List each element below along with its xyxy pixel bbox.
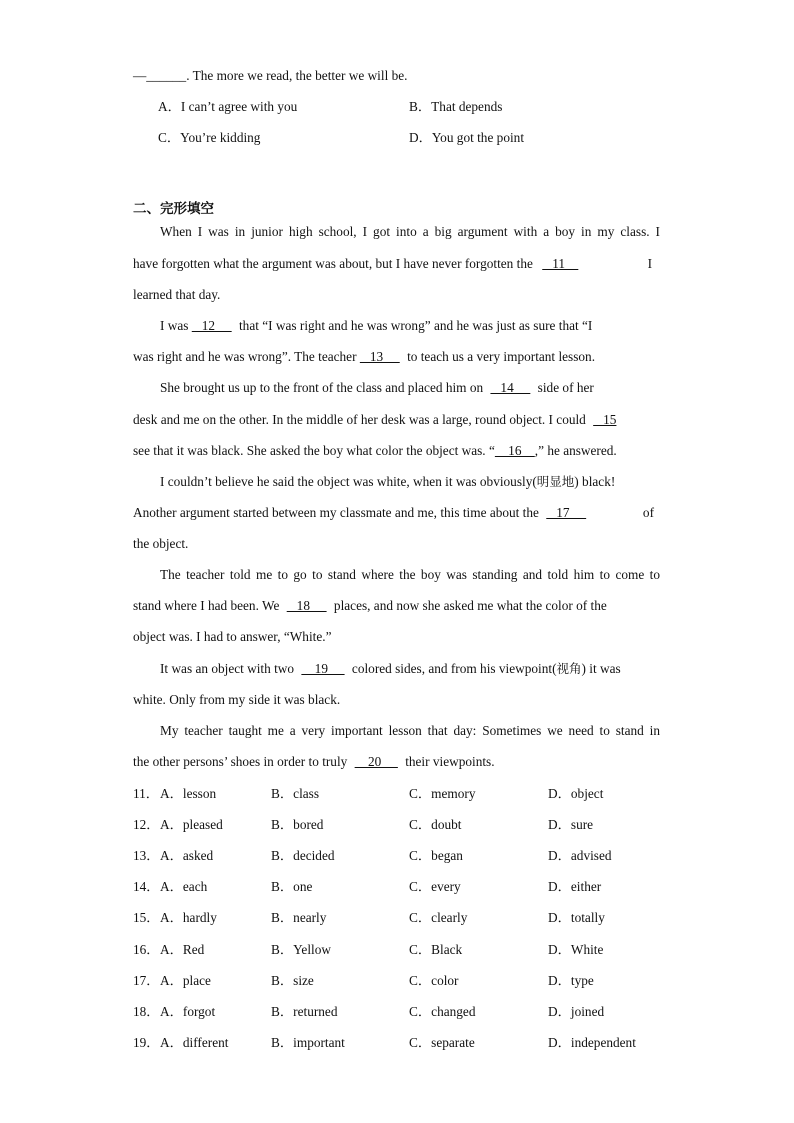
option-text: I can’t agree with you bbox=[180, 99, 298, 114]
text-span: places, and now she asked me what the color of the bbox=[333, 598, 607, 613]
option-letter: C． bbox=[158, 130, 181, 145]
option-b: B．Yellow bbox=[271, 942, 331, 957]
prev-option-a bbox=[158, 98, 297, 116]
text-span: see that it was black. She asked the boy what color the object was. “ bbox=[133, 443, 495, 458]
text-span: I bbox=[647, 256, 652, 271]
blank-13: 13 bbox=[359, 349, 400, 364]
option-a: A．place bbox=[160, 973, 211, 988]
passage-line-7 bbox=[133, 411, 616, 429]
text-span: ,” he answered. bbox=[534, 443, 617, 458]
option-d: D．sure bbox=[548, 817, 594, 832]
option-c: C．every bbox=[409, 879, 461, 894]
prev-option-b bbox=[409, 98, 502, 116]
passage-line-18 bbox=[133, 753, 495, 771]
option-b: B．returned bbox=[271, 1004, 338, 1019]
blank-11: 11 bbox=[542, 256, 579, 271]
question-number: 11． bbox=[133, 786, 160, 801]
passage-line-14: object was. I had to answer, “White.” bbox=[133, 629, 332, 644]
option-b: B．nearly bbox=[271, 910, 327, 925]
passage-line-11: the object. bbox=[133, 536, 189, 551]
option-a: A．pleased bbox=[160, 817, 223, 832]
question-number: 18． bbox=[133, 1004, 160, 1019]
passage-line-15 bbox=[160, 660, 621, 678]
blank-20: 20 bbox=[354, 754, 398, 769]
option-c: C．memory bbox=[409, 786, 476, 801]
text-span: Another argument started between my classmate and me, this time about the bbox=[133, 505, 539, 520]
text-span: ) it was bbox=[581, 661, 621, 676]
passage-line-8 bbox=[133, 442, 617, 460]
chinese-gloss: 明显地 bbox=[536, 474, 575, 489]
option-d: D．either bbox=[548, 879, 602, 894]
option-a: A．asked bbox=[160, 848, 214, 863]
text-span: side of her bbox=[537, 380, 594, 395]
question-number: 17． bbox=[133, 973, 160, 988]
blank-12: 12 bbox=[191, 318, 232, 333]
question-number: 19． bbox=[133, 1035, 160, 1050]
option-a: A．each bbox=[160, 879, 208, 894]
option-d: D．White bbox=[548, 942, 604, 957]
option-letter: B． bbox=[409, 99, 432, 114]
text-span: the other persons’ shoes in order to truly bbox=[133, 754, 348, 769]
passage-line-2 bbox=[133, 255, 660, 273]
passage-line-3: learned that day. bbox=[133, 287, 221, 302]
blank-15: 15 bbox=[593, 412, 617, 427]
blank-16: 16 bbox=[494, 443, 535, 458]
text-span: colored sides, and from his viewpoint( bbox=[351, 661, 557, 676]
question-number: 14． bbox=[133, 879, 160, 894]
option-d: D．totally bbox=[548, 910, 605, 925]
option-a: A．different bbox=[160, 1035, 229, 1050]
text-span: that “I was right and he was wrong” and he was just as sure that “I bbox=[238, 318, 593, 333]
option-c: C．clearly bbox=[409, 910, 468, 925]
text-span: She brought us up to the front of the class and placed him on bbox=[160, 380, 484, 395]
passage-line-12: The teacher told me to go to stand where the boy was standing and told him to come to bbox=[160, 567, 660, 582]
option-text: You got the point bbox=[431, 130, 525, 145]
option-text: That depends bbox=[431, 99, 503, 114]
option-a: A．forgot bbox=[160, 1004, 216, 1019]
option-a: A．Red bbox=[160, 942, 205, 957]
option-b: B．bored bbox=[271, 817, 324, 832]
passage-line-13 bbox=[133, 597, 607, 615]
passage-line-1: When I was in junior high school, I got into a big argument with a boy in my class. I bbox=[160, 224, 660, 239]
passage-line-6 bbox=[160, 379, 594, 397]
text-span: I was bbox=[160, 318, 189, 333]
option-b: B．size bbox=[271, 973, 314, 988]
passage-line-9 bbox=[160, 473, 615, 491]
option-c: C．began bbox=[409, 848, 463, 863]
option-text: You’re kidding bbox=[180, 130, 261, 145]
text-span: their viewpoints. bbox=[405, 754, 495, 769]
option-c: C．separate bbox=[409, 1035, 475, 1050]
blank-14: 14 bbox=[490, 380, 531, 395]
text-span: stand where I had been. We bbox=[133, 598, 280, 613]
option-d: D．type bbox=[548, 973, 594, 988]
question-number: 16． bbox=[133, 942, 160, 957]
passage-line-16: white. Only from my side it was black. bbox=[133, 692, 341, 707]
blank-17: 17 bbox=[546, 505, 587, 520]
passage-line-10 bbox=[133, 504, 660, 522]
question-number: 13． bbox=[133, 848, 160, 863]
blank-18: 18 bbox=[286, 598, 327, 613]
option-b: B．important bbox=[271, 1035, 345, 1050]
text-span: to teach us a very important lesson. bbox=[407, 349, 596, 364]
option-d: D．independent bbox=[548, 1035, 636, 1050]
option-b: B．class bbox=[271, 786, 320, 801]
option-a: A．hardly bbox=[160, 910, 217, 925]
passage-line-17: My teacher taught me a very important lesson that day: Sometimes we need to stand in bbox=[160, 723, 660, 738]
prev-question-line: —______. The more we read, the better we will be. bbox=[133, 68, 408, 83]
option-c: C．color bbox=[409, 973, 459, 988]
blank-19: 19 bbox=[301, 661, 345, 676]
option-b: B．decided bbox=[271, 848, 335, 863]
option-d: D．advised bbox=[548, 848, 612, 863]
text-span: of bbox=[642, 505, 654, 520]
option-d: D．joined bbox=[548, 1004, 605, 1019]
text-span: ) black! bbox=[574, 474, 616, 489]
prev-option-c bbox=[158, 129, 260, 147]
option-b: B．one bbox=[271, 879, 313, 894]
text-span: was right and he was wrong”. The teacher bbox=[133, 349, 357, 364]
section-title: 二、完形填空 bbox=[133, 201, 214, 217]
text-span: I couldn’t believe he said the object was white, when it was obviously( bbox=[160, 474, 537, 489]
option-c: C．changed bbox=[409, 1004, 476, 1019]
text-span: It was an object with two bbox=[160, 661, 295, 676]
text-span: desk and me on the other. In the middle of her desk was a large, round object. I could bbox=[133, 412, 586, 427]
chinese-gloss: 视角 bbox=[556, 661, 582, 676]
text-span: have forgotten what the argument was about, but I have never forgotten the bbox=[133, 256, 533, 271]
question-number: 15． bbox=[133, 910, 160, 925]
option-letter: D． bbox=[409, 130, 432, 145]
prev-option-d bbox=[409, 129, 524, 147]
option-c: C．doubt bbox=[409, 817, 462, 832]
question-number: 12． bbox=[133, 817, 160, 832]
option-c: C．Black bbox=[409, 942, 463, 957]
passage-line-5 bbox=[133, 348, 595, 366]
passage-line-4 bbox=[160, 317, 592, 335]
option-d: D．object bbox=[548, 786, 604, 801]
option-letter: A． bbox=[158, 99, 181, 114]
option-a: A．lesson bbox=[160, 786, 217, 801]
